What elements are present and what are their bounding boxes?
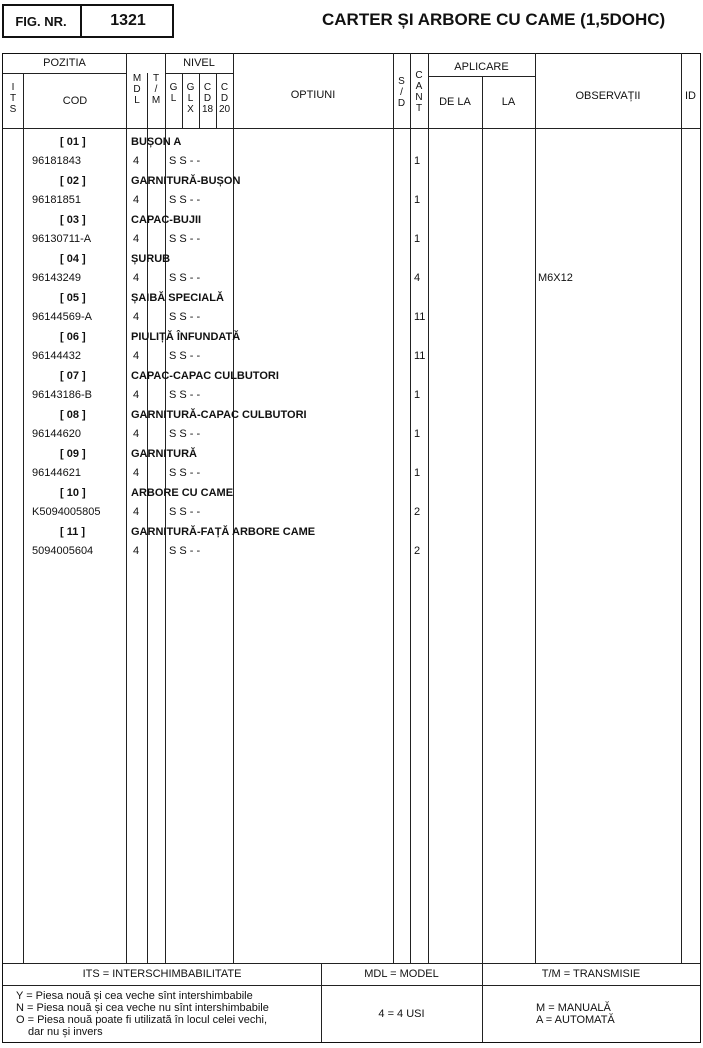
part-position: [ 07 ] — [60, 370, 86, 382]
grid-line — [393, 53, 394, 963]
part-name: CAPAC-BUJII — [131, 214, 202, 226]
col-gl: G L — [169, 82, 178, 104]
part-quantity: 1 — [414, 428, 421, 440]
part-quantity: 4 — [414, 272, 421, 284]
part-quantity: 1 — [414, 233, 421, 245]
col-its: I T S — [9, 82, 17, 115]
part-position: [ 05 ] — [60, 292, 86, 304]
part-name: CAPAC-CAPAC CULBUTORI — [131, 370, 279, 382]
part-name: ȘAIBĂ SPECIALĂ — [131, 292, 224, 304]
part-model: 4 — [133, 467, 140, 479]
grid-line — [410, 53, 411, 963]
tm-legend-lines: M = MANUALĂ A = AUTOMATĂ — [536, 1002, 615, 1026]
part-position: [ 10 ] — [60, 487, 86, 499]
part-model: 4 — [133, 272, 140, 284]
grid-line — [147, 73, 148, 963]
part-name: GARNITURĂ-CAPAC CULBUTORI — [131, 409, 307, 421]
grid-line — [165, 53, 166, 963]
col-aplicare: APLICARE — [454, 61, 509, 73]
mdl-legend-title: MDL = MODEL — [364, 968, 439, 980]
part-position: [ 04 ] — [60, 253, 86, 265]
part-position: [ 09 ] — [60, 448, 86, 460]
grid-line — [23, 73, 24, 963]
part-name: BUȘON A — [131, 136, 182, 148]
part-name: ARBORE CU CAME — [131, 487, 234, 499]
part-level: S S - - — [169, 467, 201, 479]
part-code: 96143249 — [32, 272, 81, 284]
grid-line — [233, 53, 234, 963]
col-la: LA — [501, 96, 516, 108]
part-level: S S - - — [169, 545, 201, 557]
grid-line — [681, 53, 682, 963]
part-level: S S - - — [169, 428, 201, 440]
col-cant: C A N T — [415, 70, 423, 114]
part-quantity: 11 — [414, 350, 426, 362]
grid-line — [428, 53, 429, 963]
part-model: 4 — [133, 233, 140, 245]
part-level: S S - - — [169, 506, 201, 518]
mdl-legend-value: 4 = 4 USI — [378, 1008, 425, 1020]
part-model: 4 — [133, 194, 140, 206]
part-code: 5094005604 — [32, 545, 94, 557]
part-position: [ 02 ] — [60, 175, 86, 187]
its-legend-lines: Y = Piesa nouă și cea veche sînt intershimbabile N = Piesa nouă și cea veche nu sînt intershimbabile O = Piesa nouă poate fi utilizată în locul celei vechi, dar nu și invers — [16, 990, 269, 1038]
part-name: GARNITURĂ — [131, 448, 197, 460]
part-level: S S - - — [169, 233, 201, 245]
grid-line — [126, 53, 127, 963]
page-title: CARTER ȘI ARBORE CU CAME (1,5DOHC) — [322, 10, 666, 29]
col-nivel: NIVEL — [183, 57, 215, 69]
part-level: S S - - — [169, 389, 201, 401]
its-legend-title: ITS = INTERSCHIMBABILITATE — [82, 968, 242, 980]
part-quantity: 2 — [414, 506, 421, 518]
part-model: 4 — [133, 428, 140, 440]
col-id: ID — [685, 90, 696, 102]
parts-table-frame — [2, 53, 701, 1043]
part-model: 4 — [133, 155, 140, 167]
part-model: 4 — [133, 506, 140, 518]
part-model: 4 — [133, 311, 140, 323]
part-code: 96144620 — [32, 428, 81, 440]
part-code: 96130711-A — [32, 233, 92, 245]
part-model: 4 — [133, 389, 140, 401]
part-code: 96181843 — [32, 155, 81, 167]
part-quantity: 1 — [414, 467, 421, 479]
part-code: 96144569-A — [32, 311, 92, 323]
part-level: S S - - — [169, 272, 201, 284]
part-level: S S - - — [169, 311, 201, 323]
part-name: GARNITURĂ-FAȚĂ ARBORE CAME — [131, 526, 316, 538]
part-code: K5094005805 — [32, 506, 101, 518]
part-level: S S - - — [169, 155, 201, 167]
part-name: GARNITURĂ-BUȘON — [131, 175, 241, 187]
part-code: 96181851 — [32, 194, 81, 206]
part-model: 4 — [133, 545, 140, 557]
col-cd18: C D 18 — [201, 82, 214, 115]
part-quantity: 1 — [414, 194, 421, 206]
grid-line — [482, 76, 483, 963]
part-position: [ 11 ] — [60, 526, 86, 538]
part-name: ȘURUB — [131, 253, 171, 265]
part-quantity: 1 — [414, 155, 421, 167]
part-code: 96144432 — [32, 350, 81, 362]
part-quantity: 1 — [414, 389, 421, 401]
col-pozitia: POZITIA — [43, 57, 86, 69]
col-de-la: DE LA — [439, 96, 471, 108]
part-code: 96144621 — [32, 467, 81, 479]
tm-legend-title: T/M = TRANSMISIE — [541, 968, 641, 980]
col-glx: G L X — [186, 82, 195, 115]
col-optiuni: OPTIUNI — [290, 89, 336, 101]
part-position: [ 01 ] — [60, 136, 86, 148]
part-position: [ 03 ] — [60, 214, 86, 226]
part-level: S S - - — [169, 350, 201, 362]
col-mdl: M D L — [132, 73, 142, 106]
grid-line — [535, 53, 536, 963]
part-name: PIULIȚĂ ÎNFUNDATĂ — [131, 331, 241, 343]
part-code: 96143186-B — [32, 389, 92, 401]
part-observation: M6X12 — [538, 272, 573, 284]
part-quantity: 2 — [414, 545, 421, 557]
part-position: [ 08 ] — [60, 409, 86, 421]
col-cod: COD — [62, 95, 88, 107]
col-cd20: C D 20 — [218, 82, 231, 115]
col-tm: T / M — [151, 73, 161, 106]
col-sd: S / D — [397, 76, 406, 109]
fig-label: FIG. NR. — [2, 4, 82, 38]
part-level: S S - - — [169, 194, 201, 206]
part-model: 4 — [133, 350, 140, 362]
col-observatii: OBSERVAȚII — [575, 90, 641, 102]
part-quantity: 11 — [414, 311, 426, 323]
fig-number: 1321 — [110, 12, 146, 29]
part-position: [ 06 ] — [60, 331, 86, 343]
